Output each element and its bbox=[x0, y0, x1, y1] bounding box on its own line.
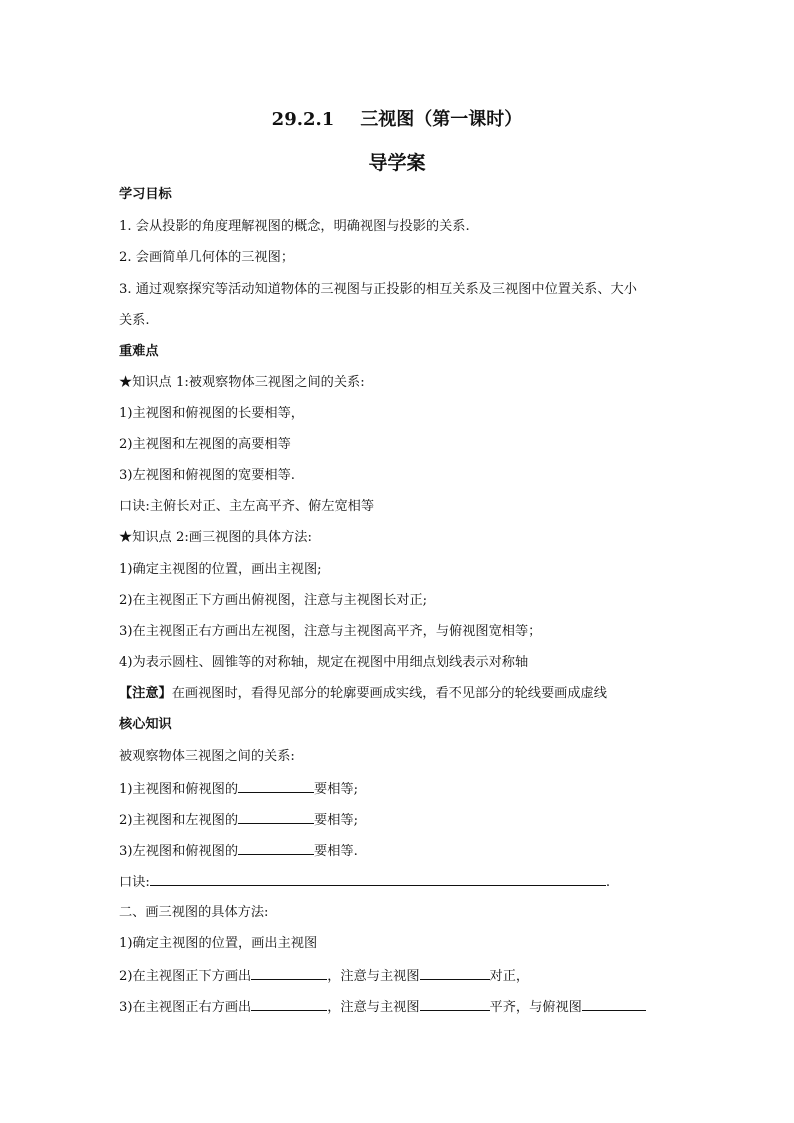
fill-blank[interactable] bbox=[420, 966, 490, 980]
kp1-item: 3)左视图和俯视图的宽要相等. bbox=[119, 468, 295, 483]
mnemonic: 口诀:主俯长对正、主左高平齐、俯左宽相等 bbox=[119, 499, 375, 514]
title-text: 三视图（第一课时） bbox=[360, 109, 523, 130]
objectives-heading: 学习目标 bbox=[119, 187, 172, 202]
core-heading: 核心知识 bbox=[119, 717, 172, 732]
objective-item: 关系. bbox=[119, 313, 150, 328]
row-text: 要相等. bbox=[314, 844, 358, 859]
method-item: 1)确定主视图的位置，画出主视图 bbox=[119, 936, 318, 951]
row-text: 2)主视图和左视图的 bbox=[119, 813, 239, 828]
kp2-item: 4)为表示圆柱、圆锥等的对称轴，规定在视图中用细点划线表示对称轴 bbox=[119, 655, 529, 670]
objective-item: 3. 通过观察探究等活动知道物体的三视图与正投影的相互关系及三视图中位置关系、大小 bbox=[119, 282, 637, 297]
section-number: 29.2.1 bbox=[271, 109, 335, 130]
row-text: 要相等; bbox=[314, 813, 359, 828]
note-text: 在画视图时，看得见部分的轮廓要画成实线，看不见部分的轮线要画成虚线 bbox=[171, 686, 607, 701]
row-text: 口诀: bbox=[119, 875, 150, 890]
section-2-heading: 二、画三视图的具体方法: bbox=[119, 905, 269, 920]
kp2-item: 2)在主视图正下方画出俯视图，注意与主视图长对正; bbox=[119, 593, 428, 608]
row-text: 2)在主视图正下方画出 bbox=[119, 969, 252, 984]
fill-row-mnemonic bbox=[119, 872, 610, 892]
fill-blank[interactable] bbox=[238, 810, 314, 824]
fill-blank[interactable] bbox=[150, 872, 606, 886]
knowledge-point-2-title: ★知识点 2:画三视图的具体方法: bbox=[119, 530, 312, 545]
page-subtitle: 导学案 bbox=[368, 152, 426, 174]
kp1-item: 1)主视图和俯视图的长要相等， bbox=[119, 406, 304, 421]
fill-blank[interactable] bbox=[251, 966, 327, 980]
fill-blank[interactable] bbox=[238, 779, 314, 793]
row-text: 对正， bbox=[489, 969, 530, 984]
fill-row-method-2 bbox=[119, 966, 529, 986]
row-text: 要相等; bbox=[314, 782, 359, 797]
fill-row-1 bbox=[119, 779, 358, 799]
objective-item: 2. 会画简单几何体的三视图； bbox=[119, 250, 295, 265]
row-text: ，注意与主视图 bbox=[327, 969, 420, 984]
kp1-item: 2)主视图和左视图的高要相等 bbox=[119, 437, 291, 452]
fill-blank[interactable] bbox=[251, 997, 327, 1011]
row-text: . bbox=[605, 875, 611, 890]
fill-row-method-3 bbox=[119, 997, 646, 1017]
fill-blank[interactable] bbox=[420, 997, 490, 1011]
kp2-item: 3)在主视图正右方画出左视图，注意与主视图高平齐，与俯视图宽相等； bbox=[119, 624, 542, 639]
knowledge-point-1-title: ★知识点 1:被观察物体三视图之间的关系: bbox=[119, 375, 365, 390]
fill-row-2 bbox=[119, 810, 358, 830]
row-text: 3)左视图和俯视图的 bbox=[119, 844, 239, 859]
kp2-item: 1)确定主视图的位置，画出主视图; bbox=[119, 562, 322, 577]
row-text: 平齐，与俯视图 bbox=[489, 1000, 582, 1015]
row-text: 3)在主视图正右方画出 bbox=[119, 1000, 252, 1015]
row-text: ，注意与主视图 bbox=[327, 1000, 420, 1015]
fill-blank[interactable] bbox=[582, 997, 646, 1011]
page-title bbox=[0, 105, 794, 131]
core-intro: 被观察物体三视图之间的关系: bbox=[119, 749, 295, 764]
key-points-heading: 重难点 bbox=[119, 344, 159, 359]
fill-row-3 bbox=[119, 841, 358, 861]
objective-item: 1. 会从投影的角度理解视图的概念，明确视图与投影的关系. bbox=[119, 219, 470, 234]
row-text: 1)主视图和俯视图的 bbox=[119, 782, 239, 797]
note-label: 【注意】 bbox=[119, 686, 172, 701]
note bbox=[119, 685, 607, 703]
fill-blank[interactable] bbox=[238, 841, 314, 855]
